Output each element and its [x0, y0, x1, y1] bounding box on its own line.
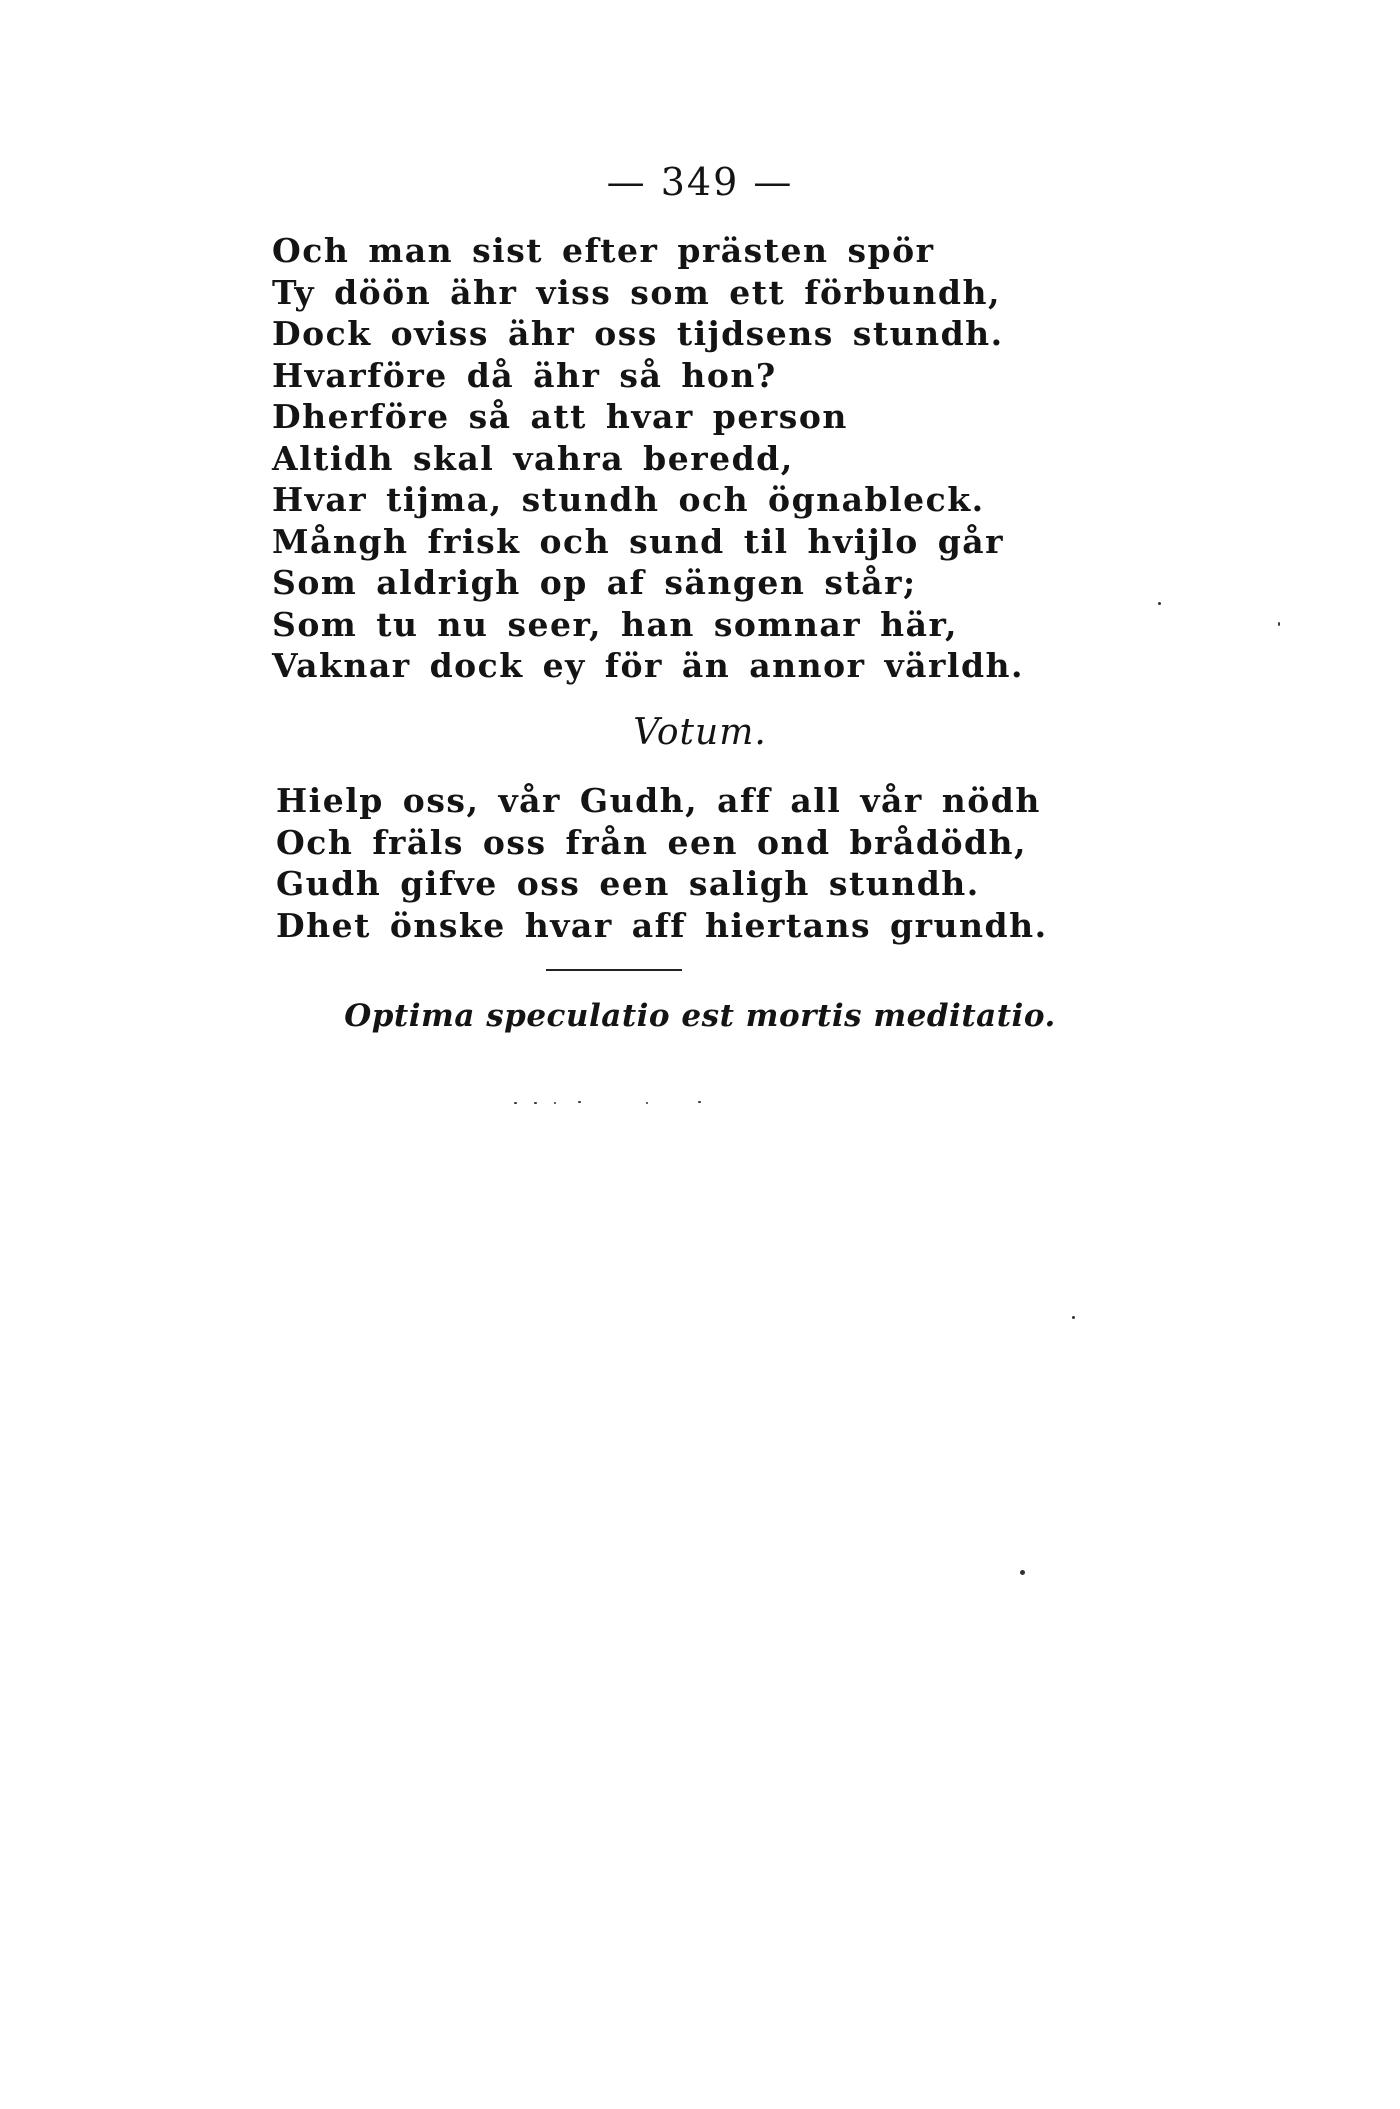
verse-two: [276, 780, 1048, 946]
scan-speck: [698, 1101, 701, 1103]
scan-speck: [1020, 1570, 1025, 1575]
verse-line: Dherföre så att hvar person: [272, 397, 848, 436]
verse-one: [272, 230, 1024, 687]
verse-line: Dock oviss ähr oss tijdsens stundh.: [272, 314, 1004, 353]
verse-line: Hielp oss, vår Gudh, aff all vår nödh: [276, 781, 1041, 820]
verse-line: Hvarföre då ähr så hon?: [272, 355, 777, 395]
divider-rule: [546, 969, 682, 971]
verse-line: Hvar tijma, stundh och ögnableck.: [272, 480, 985, 519]
verse-line: Vaknar dock ey för än annor världh.: [272, 646, 1024, 685]
scan-speck: [534, 1102, 537, 1104]
scan-speck: [1278, 622, 1280, 626]
verse-line: Ty döön ähr viss som ett förbundh,: [272, 272, 1001, 312]
verse-line: Som aldrigh op af sängen står;: [272, 563, 917, 602]
page-number: — 349 —: [606, 160, 794, 204]
verse-line: Gudh gifve oss een saligh stundh.: [276, 864, 980, 903]
verse-line: Dhet önske hvar aff hiertans grundh.: [276, 905, 1048, 945]
scan-speck: [554, 1102, 556, 1104]
scan-speck: [514, 1102, 517, 1104]
verse-line: Mångh frisk och sund til hvijlo går: [272, 521, 1005, 561]
verse-line: Som tu nu seer, han somnar här,: [272, 604, 958, 644]
closing-motto: Optima speculatio est mortis meditatio.: [344, 998, 1056, 1034]
scan-speck: [1158, 602, 1161, 605]
section-heading: Votum.: [633, 712, 767, 753]
scan-speck: [578, 1101, 581, 1103]
verse-line: Altidh skal vahra beredd,: [272, 438, 794, 478]
verse-line: Och fräls oss från een ond brådödh,: [276, 822, 1028, 862]
scan-speck: [1072, 1316, 1075, 1319]
scan-speck: [646, 1102, 648, 1104]
verse-line: Och man sist efter prästen spör: [272, 231, 935, 270]
